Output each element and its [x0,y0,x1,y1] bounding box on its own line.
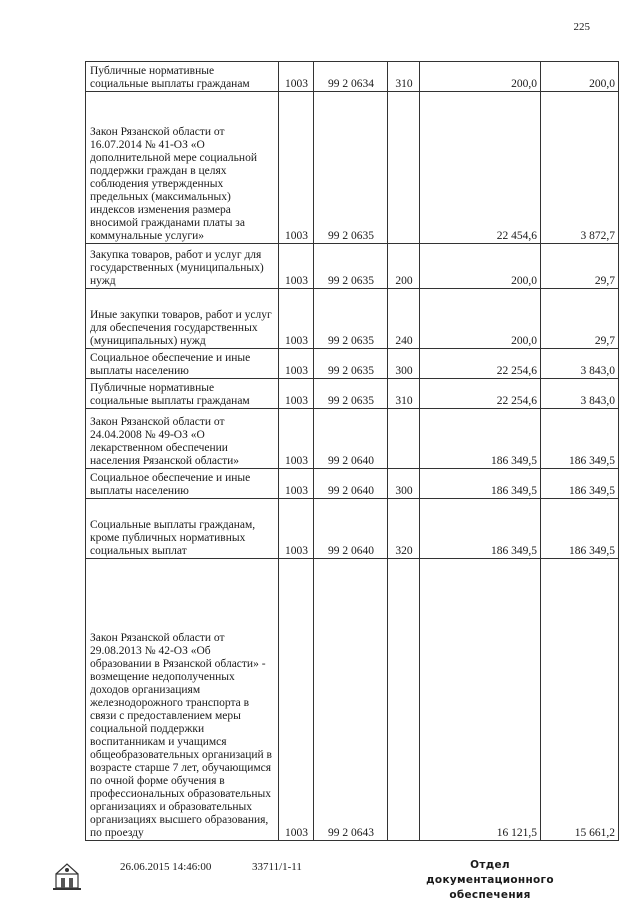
row-kind: 200 [388,244,420,289]
row-name: Социальные выплаты гражданам, кроме публичных нормативных социальных выплат [86,499,279,559]
row-name: Закон Рязанской области от 16.07.2014 № 41-ОЗ «О дополнительной мере социальной поддержки граждан в целях соблюдения утвержденных предельных (максимальных) индексов изменения размера вносимой гражданами платы за коммунальные услуги» [86,92,279,244]
row-kind [388,409,420,469]
row-kind: 240 [388,289,420,349]
row-amount-2: 3 843,0 [541,379,619,409]
row-code: 99 2 0640 [314,469,388,499]
row-amount-1: 186 349,5 [420,409,541,469]
row-amount-1: 22 454,6 [420,92,541,244]
row-kind: 300 [388,469,420,499]
row-amount-2: 29,7 [541,244,619,289]
row-name: Закупка товаров, работ и услуг для государственных (муниципальных) нужд [86,244,279,289]
row-name: Закон Рязанской области от 29.08.2013 № 42-ОЗ «Об образовании в Рязанской области» - возмещение недополученных доходов организациям железнодорожного транспорта в связи с предоставлением меры социальной поддержки воспитанникам и учащимся общеобразовательных организаций в возрасте старше 7 лет, обучающимся по очной форме обучения в профессиональных образовательных организациях и образовательных организациях высшего образования, по проезду [86,559,279,841]
table-row [86,62,619,92]
page-number: 225 [573,21,590,33]
table-row [86,559,619,841]
row-section: 1003 [279,244,314,289]
row-kind: 320 [388,499,420,559]
row-amount-1: 186 349,5 [420,469,541,499]
coat-of-arms-icon [50,860,84,892]
footer-doc-number: 33711/1-11 [252,861,302,873]
budget-table [85,61,619,841]
table-row [86,244,619,289]
row-kind: 310 [388,62,420,92]
row-amount-2: 3 872,7 [541,92,619,244]
row-amount-2: 29,7 [541,289,619,349]
row-amount-1: 186 349,5 [420,499,541,559]
table-row [86,469,619,499]
row-section: 1003 [279,469,314,499]
row-section: 1003 [279,62,314,92]
row-code: 99 2 0643 [314,559,388,841]
row-kind [388,559,420,841]
row-amount-1: 200,0 [420,62,541,92]
row-code: 99 2 0635 [314,289,388,349]
row-kind [388,92,420,244]
row-amount-1: 22 254,6 [420,379,541,409]
row-amount-2: 186 349,5 [541,469,619,499]
row-code: 99 2 0635 [314,244,388,289]
row-code: 99 2 0635 [314,92,388,244]
row-name: Публичные нормативные социальные выплаты гражданам [86,62,279,92]
row-section: 1003 [279,349,314,379]
row-amount-1: 16 121,5 [420,559,541,841]
row-section: 1003 [279,409,314,469]
row-amount-2: 15 661,2 [541,559,619,841]
row-name: Публичные нормативные социальные выплаты гражданам [86,379,279,409]
row-section: 1003 [279,289,314,349]
row-amount-2: 186 349,5 [541,499,619,559]
row-code: 99 2 0635 [314,349,388,379]
page-footer [0,860,640,905]
row-amount-2: 3 843,0 [541,349,619,379]
row-code: 99 2 0634 [314,62,388,92]
row-name: Социальное обеспечение и иные выплаты населению [86,349,279,379]
row-name: Иные закупки товаров, работ и услуг для обеспечения государственных (муниципальных) нужд [86,289,279,349]
row-code: 99 2 0640 [314,409,388,469]
row-code: 99 2 0640 [314,499,388,559]
table-row [86,499,619,559]
row-section: 1003 [279,559,314,841]
row-amount-2: 200,0 [541,62,619,92]
row-name: Социальное обеспечение и иные выплаты населению [86,469,279,499]
row-amount-1: 22 254,6 [420,349,541,379]
row-section: 1003 [279,499,314,559]
row-amount-1: 200,0 [420,244,541,289]
footer-datetime: 26.06.2015 14:46:00 [120,861,212,873]
table-row [86,289,619,349]
footer-department: Отдел документационного обеспечения [426,859,554,901]
row-kind: 300 [388,349,420,379]
row-amount-1: 200,0 [420,289,541,349]
row-amount-2: 186 349,5 [541,409,619,469]
row-code: 99 2 0635 [314,379,388,409]
table-row [86,379,619,409]
row-section: 1003 [279,379,314,409]
row-name: Закон Рязанской области от 24.04.2008 № 49-ОЗ «О лекарственном обеспечении населения Рязанской области» [86,409,279,469]
row-kind: 310 [388,379,420,409]
table-row [86,409,619,469]
table-row [86,349,619,379]
table-row [86,92,619,244]
row-section: 1003 [279,92,314,244]
